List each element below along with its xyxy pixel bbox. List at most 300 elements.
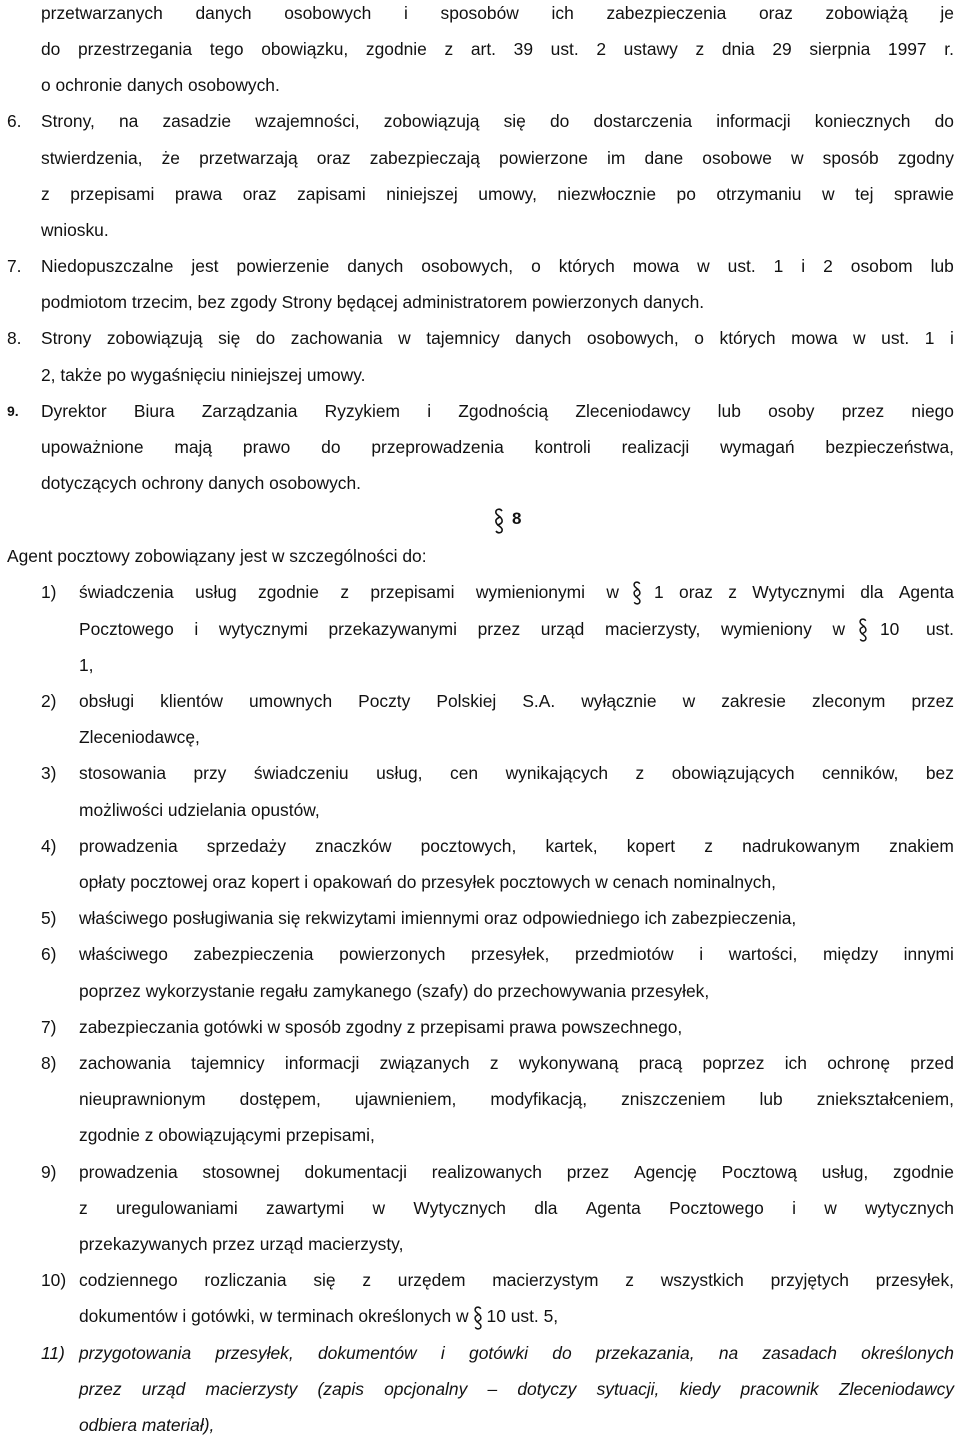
word: w xyxy=(398,328,411,348)
word: z xyxy=(635,763,645,783)
word: zniszczeniem xyxy=(621,1089,726,1109)
item-line: zgodnie z obowiązującymi przepisami, xyxy=(79,1125,375,1145)
point-number: 9. xyxy=(7,403,19,419)
word: świadczeniu xyxy=(253,763,349,783)
word: i xyxy=(949,328,954,348)
word: Agenta xyxy=(898,582,954,602)
word: przed xyxy=(910,1053,954,1073)
item-number: 9) xyxy=(41,1162,57,1182)
word: bezpieczeństwa, xyxy=(825,437,954,457)
item-line: możliwości udzielania opustów, xyxy=(79,800,320,820)
word: kiedy xyxy=(679,1379,721,1399)
word: ust. xyxy=(550,39,579,59)
word: opcjonalny xyxy=(384,1379,468,1399)
point-line: wniosku. xyxy=(41,220,109,240)
word: i xyxy=(801,256,806,276)
word: zachowania xyxy=(290,328,383,348)
word: przesyłek, xyxy=(215,1343,294,1363)
word: do xyxy=(41,39,61,59)
word: cenników, xyxy=(822,763,899,783)
word: ust. xyxy=(925,619,954,639)
item-line: 1, xyxy=(79,655,94,675)
word: z xyxy=(41,184,50,204)
word: których xyxy=(558,256,615,276)
word: oraz xyxy=(679,582,713,602)
point-line xyxy=(41,110,954,134)
word: tego xyxy=(209,39,244,59)
section-number: 8 xyxy=(512,509,522,528)
word: których xyxy=(719,328,776,348)
word: przez xyxy=(566,1162,610,1182)
word: niego xyxy=(911,401,954,421)
word: zasadach xyxy=(762,1343,837,1363)
word: pracownik xyxy=(740,1379,819,1399)
word: że xyxy=(161,148,180,168)
word: przedmiotów xyxy=(574,944,674,964)
word: modyfikacją, xyxy=(490,1089,588,1109)
item-line: przekazywanych przez urząd macierzysty, xyxy=(79,1234,404,1254)
point-number: 8. xyxy=(7,328,22,348)
word: przepisami xyxy=(70,184,155,204)
word: Wytycznymi xyxy=(752,582,845,602)
word: prawo xyxy=(242,437,291,457)
word: pracą xyxy=(638,1053,683,1073)
word: oraz xyxy=(316,148,351,168)
word: gotówki xyxy=(469,1343,529,1363)
word: między xyxy=(822,944,879,964)
word: osobowych xyxy=(284,3,372,23)
word: koniecznych xyxy=(814,111,911,131)
item-line xyxy=(79,618,954,642)
word: zniekształceniem, xyxy=(816,1089,954,1109)
word: usług, xyxy=(821,1162,869,1182)
word: macierzysty xyxy=(205,1379,298,1399)
item-line xyxy=(79,1378,954,1402)
word: przy xyxy=(193,763,227,783)
word: oraz xyxy=(759,3,793,23)
word: zobowiązują xyxy=(106,328,203,348)
item-line xyxy=(79,581,954,605)
word: Pocztowego xyxy=(79,619,174,639)
item-line: opłaty pocztowej oraz kopert i opakowań do przesyłek pocztowych w cenach nominalnych, xyxy=(79,872,776,892)
item-line xyxy=(79,1305,558,1329)
word: S.A. xyxy=(522,691,556,711)
word: zapisami xyxy=(297,184,366,204)
item-number: 8) xyxy=(41,1053,57,1073)
word: niniejszej xyxy=(386,184,458,204)
word: ujawnieniem, xyxy=(354,1089,457,1109)
word: obsługi xyxy=(79,691,135,711)
word: Zarządzania xyxy=(201,401,298,421)
word: zleconym xyxy=(811,691,886,711)
word: Zleceniodawcy xyxy=(838,1379,954,1399)
word: wyłącznie xyxy=(581,691,657,711)
word: obowiązku, xyxy=(261,39,349,59)
word: osobowe xyxy=(702,148,772,168)
word: dla xyxy=(860,582,884,602)
word: na xyxy=(718,1343,739,1363)
word: przez xyxy=(841,401,885,421)
intro-line xyxy=(41,38,954,62)
word: z xyxy=(79,1198,88,1218)
word: realizacji xyxy=(621,437,690,457)
word: przesyłek, xyxy=(471,944,550,964)
word: stosowania xyxy=(79,763,167,783)
word: wymagań xyxy=(720,437,795,457)
word: Agencję xyxy=(634,1162,697,1182)
word: znaczków xyxy=(315,836,392,856)
word: z xyxy=(489,1053,499,1073)
word: z xyxy=(695,39,705,59)
word: w xyxy=(682,691,696,711)
item-line xyxy=(79,1052,954,1076)
word: 1 xyxy=(654,582,664,602)
word: nadrukowanym xyxy=(742,836,861,856)
word: wymieniony xyxy=(720,619,812,639)
word: r. xyxy=(944,39,954,59)
word: powierzonych xyxy=(339,944,446,964)
word: z xyxy=(704,836,713,856)
word: ust. xyxy=(881,328,910,348)
word: w xyxy=(824,1198,837,1218)
word: prowadzenia xyxy=(79,1162,178,1182)
item-number: 10) xyxy=(41,1270,67,1290)
word: z xyxy=(728,582,737,602)
word: art. xyxy=(470,39,496,59)
word: z xyxy=(340,582,350,602)
word: tej xyxy=(855,184,874,204)
word: zgodny xyxy=(897,148,954,168)
word: o xyxy=(694,328,704,348)
word: powierzenie xyxy=(236,256,330,276)
word: rozliczania xyxy=(204,1270,287,1290)
word: i xyxy=(440,1343,445,1363)
item-number: 11) xyxy=(41,1343,65,1363)
word: związanych xyxy=(379,1053,470,1073)
word: właściwego xyxy=(79,944,168,964)
point-number: 7. xyxy=(7,256,22,276)
point-line: 2, także po wygaśnięciu niniejszej umowy. xyxy=(41,365,366,385)
word: 1 xyxy=(924,328,935,348)
word: określonych xyxy=(861,1343,954,1363)
word: ust. xyxy=(727,256,756,276)
word: osobowych, xyxy=(586,328,679,348)
section-sign-icon xyxy=(858,618,868,642)
word: zobowiążą xyxy=(825,3,908,23)
point-line xyxy=(41,400,954,424)
word: Polskiej xyxy=(436,691,497,711)
word: stwierdzenia, xyxy=(41,148,143,168)
word: danych xyxy=(515,328,572,348)
point-line xyxy=(41,183,954,207)
word: dane xyxy=(644,148,684,168)
word: przesyłek, xyxy=(875,1270,954,1290)
word: sierpnia xyxy=(809,39,871,59)
word: zgodnie xyxy=(258,582,319,602)
word: i xyxy=(194,619,199,639)
word: wytycznych xyxy=(865,1198,954,1218)
word: umowy, xyxy=(478,184,537,204)
point-line xyxy=(41,436,954,460)
word: pocztowych, xyxy=(420,836,517,856)
point-number: 6. xyxy=(7,111,22,131)
word: lub xyxy=(759,1089,783,1109)
word: urzędem xyxy=(397,1270,466,1290)
item-line xyxy=(79,690,954,714)
word: do xyxy=(549,111,570,131)
word: zawartymi xyxy=(266,1198,345,1218)
word: wzajemności, xyxy=(255,111,360,131)
item-line xyxy=(79,1088,954,1112)
word: macierzystym xyxy=(492,1270,599,1290)
word: kontroli xyxy=(534,437,591,457)
word: Agenta xyxy=(585,1198,641,1218)
word: na xyxy=(118,111,139,131)
word: Biura xyxy=(133,401,175,421)
word: zasadzie xyxy=(162,111,232,131)
word: 1 xyxy=(773,256,784,276)
word: przetwarzanych xyxy=(41,3,163,23)
word: danych xyxy=(195,3,252,23)
item-number: 3) xyxy=(41,763,57,783)
intro-line: o ochronie danych osobowych. xyxy=(41,75,280,95)
word: zgodnie xyxy=(892,1162,954,1182)
word: zabezpieczenia xyxy=(193,944,314,964)
word: zabezpieczenia xyxy=(606,3,727,23)
word: Pocztową xyxy=(721,1162,798,1182)
word: w xyxy=(372,1198,386,1218)
word: 10 xyxy=(880,619,900,639)
word: upoważnione xyxy=(41,437,144,457)
word: znakiem xyxy=(889,836,954,856)
item-number: 7) xyxy=(41,1017,57,1037)
word: się xyxy=(218,328,241,348)
word: Strony xyxy=(41,328,92,348)
word: (zapis xyxy=(317,1379,364,1399)
word: nieuprawnionym xyxy=(79,1089,206,1109)
section-intro: Agent pocztowy zobowiązany jest w szczególności do: xyxy=(7,546,427,566)
section-heading xyxy=(494,506,534,542)
point-line xyxy=(41,255,954,279)
word: uregulowaniami xyxy=(115,1198,238,1218)
word: w xyxy=(832,619,845,639)
word: przygotowania xyxy=(79,1343,192,1363)
word: przeprowadzenia xyxy=(371,437,504,457)
word: prowadzenia xyxy=(79,836,178,856)
word: zachowania xyxy=(79,1053,171,1073)
item-line: Zleceniodawcę, xyxy=(79,727,200,747)
word: ochronę xyxy=(827,1053,891,1073)
word: klientów xyxy=(160,691,223,711)
word: 39 xyxy=(513,39,533,59)
word: sposobów xyxy=(440,3,519,23)
word: w xyxy=(606,582,619,602)
word: i xyxy=(403,3,408,23)
word: zabezpieczają xyxy=(369,148,480,168)
item-line: poprzez wykorzystanie regału zamykanego (szafy) do przechowywania przesyłek, xyxy=(79,981,710,1001)
word: tajemnicy xyxy=(426,328,500,348)
word: osobom xyxy=(850,256,913,276)
word: prawa xyxy=(174,184,223,204)
word: się xyxy=(503,111,526,131)
word: Poczty xyxy=(358,691,411,711)
word: w xyxy=(853,328,866,348)
item-line xyxy=(79,1197,954,1221)
item-line xyxy=(79,1161,954,1185)
section-sign-icon xyxy=(494,508,504,534)
point-line xyxy=(41,327,954,351)
word: innymi xyxy=(903,944,954,964)
word: z xyxy=(362,1270,372,1290)
item-line: odbiera materiał), xyxy=(79,1415,215,1435)
word: codziennego xyxy=(79,1270,178,1290)
word: Wytycznych xyxy=(413,1198,506,1218)
word: po xyxy=(676,184,696,204)
word: Niedopuszczalne xyxy=(41,256,174,276)
word: lub xyxy=(717,401,741,421)
word: świadczenia xyxy=(79,582,174,602)
word: osobowych, xyxy=(421,256,514,276)
item-number: 4) xyxy=(41,836,57,856)
word: zakresie xyxy=(721,691,786,711)
item-line-part: 10 ust. 5, xyxy=(486,1306,559,1326)
word: powierzone xyxy=(499,148,588,168)
word: je xyxy=(940,3,954,23)
word: ich xyxy=(784,1053,807,1073)
word: obowiązujących xyxy=(671,763,795,783)
word: Strony, xyxy=(41,111,95,131)
word: i xyxy=(699,944,704,964)
item-line-part: dokumentów i gotówki, w terminach określonych w xyxy=(79,1306,469,1326)
word: przez xyxy=(79,1379,122,1399)
word: przez xyxy=(911,691,954,711)
word: sposób xyxy=(822,148,879,168)
word: usług, xyxy=(376,763,423,783)
word: dokumentów xyxy=(318,1343,417,1363)
word: w xyxy=(791,148,804,168)
word: 2 xyxy=(596,39,607,59)
word: dostępem, xyxy=(239,1089,321,1109)
word: 2 xyxy=(823,256,833,276)
word: wartości, xyxy=(728,944,798,964)
word: tajemnicy xyxy=(191,1053,265,1073)
item-line xyxy=(79,762,954,786)
word: z xyxy=(625,1270,634,1290)
word: 29 xyxy=(772,39,792,59)
word: im xyxy=(607,148,626,168)
section-sign-icon xyxy=(632,581,642,605)
word: dotyczy xyxy=(517,1379,577,1399)
word: osoby xyxy=(768,401,815,421)
word: mowa xyxy=(791,328,838,348)
point-line: podmiotom trzecim, bez zgody Strony będącej administratorem powierzonych danych. xyxy=(41,292,705,312)
word: Ryzykiem xyxy=(324,401,401,421)
word: bez xyxy=(925,763,954,783)
word: macierzysty, xyxy=(604,619,701,639)
word: jest xyxy=(191,256,219,276)
word: przetwarzają xyxy=(199,148,298,168)
item-line xyxy=(79,835,954,859)
word: przestrzegania xyxy=(78,39,193,59)
item-line: właściwego posługiwania się rekwizytami imiennymi oraz odpowiedniego ich zabezpieczenia, xyxy=(79,908,797,928)
word: 1997 xyxy=(887,39,927,59)
item-number: 6) xyxy=(41,944,57,964)
word: wykonywaną xyxy=(518,1053,619,1073)
item-line: zabezpieczania gotówki w sposób zgodny z przepisami prawa powszechnego, xyxy=(79,1017,683,1037)
word: się xyxy=(313,1270,336,1290)
word: – xyxy=(487,1379,498,1399)
item-number: 5) xyxy=(41,908,57,928)
word: oraz xyxy=(242,184,277,204)
word: przez xyxy=(477,619,521,639)
word: usług xyxy=(195,582,237,602)
word: Pocztowego xyxy=(669,1198,764,1218)
item-number: 2) xyxy=(41,691,57,711)
word: przekazywanymi xyxy=(328,619,457,639)
word: ustawy xyxy=(623,39,678,59)
word: urząd xyxy=(141,1379,186,1399)
word: niezwłocznie xyxy=(557,184,657,204)
word: do xyxy=(255,328,276,348)
point-line xyxy=(41,147,954,171)
word: cen xyxy=(450,763,479,783)
word: sprzedaży xyxy=(206,836,287,856)
word: kopert xyxy=(626,836,676,856)
word: do xyxy=(552,1343,572,1363)
word: o xyxy=(531,256,541,276)
word: i xyxy=(427,401,432,421)
word: dnia xyxy=(721,39,755,59)
item-line xyxy=(79,1269,954,1293)
word: sprawie xyxy=(893,184,954,204)
word: dokumentacji xyxy=(304,1162,407,1182)
item-line xyxy=(79,1342,954,1366)
word: mowa xyxy=(632,256,680,276)
item-line xyxy=(79,943,954,967)
word: wymienionymi xyxy=(475,582,586,602)
word: danych xyxy=(347,256,404,276)
word: lub xyxy=(930,256,954,276)
word: przepisami xyxy=(370,582,455,602)
word: do xyxy=(934,111,954,131)
word: otrzymaniu xyxy=(716,184,802,204)
word: zgodnie xyxy=(365,39,427,59)
item-number: 1) xyxy=(41,582,57,602)
word: umownych xyxy=(249,691,333,711)
word: dla xyxy=(534,1198,558,1218)
word: w xyxy=(821,184,835,204)
word: Zleceniodawcy xyxy=(575,401,691,421)
word: wszystkich xyxy=(660,1270,744,1290)
word: mają xyxy=(174,437,213,457)
word: z xyxy=(444,39,454,59)
word: ich xyxy=(551,3,574,23)
word: przyjętych xyxy=(770,1270,849,1290)
word: realizowanych xyxy=(431,1162,542,1182)
word: Zgodnością xyxy=(458,401,549,421)
word: zobowiązują xyxy=(383,111,480,131)
intro-line xyxy=(41,2,954,26)
word: i xyxy=(792,1198,796,1218)
word: Dyrektor xyxy=(41,401,107,421)
section-sign-icon xyxy=(473,1306,483,1330)
word: do xyxy=(321,437,341,457)
word: kartek, xyxy=(545,836,598,856)
point-line: dotyczących ochrony danych osobowych. xyxy=(41,473,361,493)
word: sytuacji, xyxy=(596,1379,660,1399)
word: poprzez xyxy=(702,1053,765,1073)
word: wytycznymi xyxy=(218,619,308,639)
